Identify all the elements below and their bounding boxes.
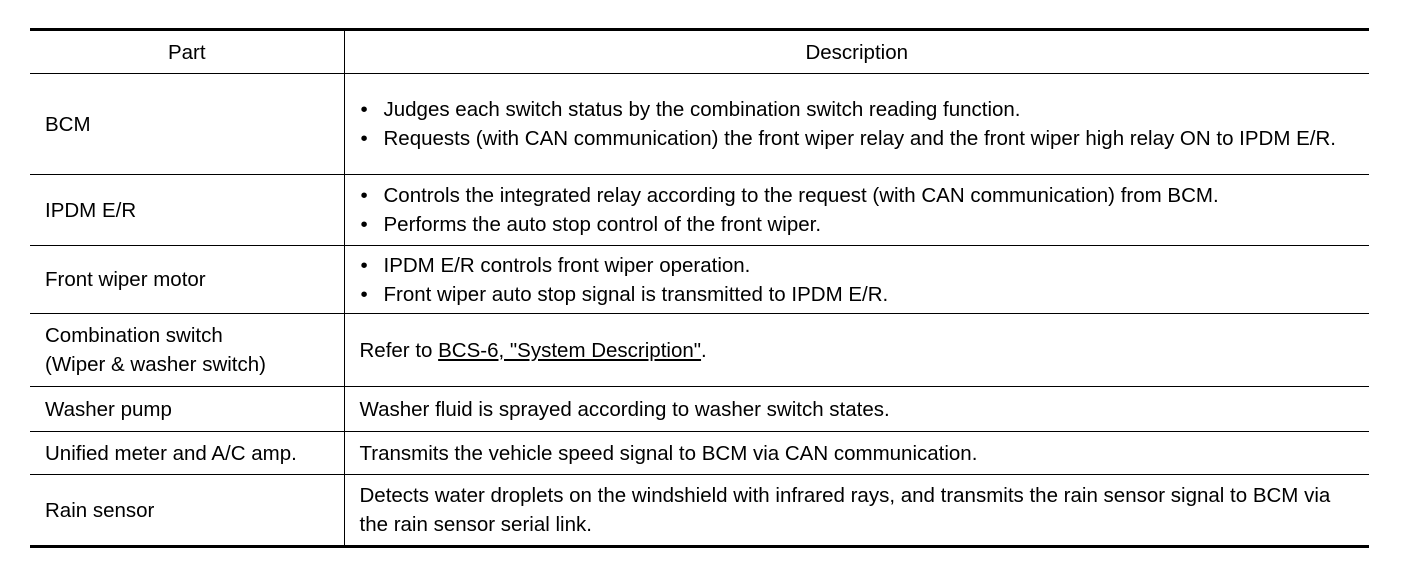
- part-cell: IPDM E/R: [30, 175, 344, 246]
- description-cell: [344, 74, 1369, 175]
- system-description-reference-link[interactable]: BCS-6, "System Description": [438, 338, 702, 362]
- description-cell: Washer fluid is sprayed according to washer switch states.: [344, 387, 1369, 432]
- parts-description-table-container: [30, 28, 1369, 548]
- part-column-header: Part: [30, 30, 344, 74]
- description-cell: Transmits the vehicle speed signal to BCM via CAN communication.: [344, 432, 1369, 475]
- description-cell: [344, 175, 1369, 246]
- part-cell: Washer pump: [30, 387, 344, 432]
- table-row-washer-pump: [30, 387, 1369, 432]
- description-column-header: Description: [344, 30, 1369, 74]
- bullet-list: [360, 95, 1358, 153]
- reference-suffix-text: .: [701, 338, 707, 362]
- table-row-front-wiper-motor: [30, 246, 1369, 314]
- bullet-item: • Judges each switch status by the combination switch reading function.: [360, 95, 1358, 124]
- parts-description-table: [30, 28, 1369, 548]
- table-row-ipdm-er: [30, 175, 1369, 246]
- reference-prefix-text: Refer to: [359, 338, 439, 362]
- bullet-item: • Front wiper auto stop signal is transmitted to IPDM E/R.: [360, 280, 1358, 309]
- table-row-unified-meter: [30, 432, 1369, 475]
- description-cell: [344, 314, 1369, 387]
- part-cell: Rain sensor: [30, 475, 344, 547]
- part-name-line: (Wiper & washer switch): [45, 353, 266, 376]
- description-cell: [344, 246, 1369, 314]
- bullet-list: [360, 181, 1358, 239]
- table-row-combination-switch: [30, 314, 1369, 387]
- part-cell: [30, 314, 344, 387]
- part-name-line: Combination switch: [45, 324, 223, 347]
- bullet-item: • IPDM E/R controls front wiper operation.: [360, 251, 1358, 280]
- table-row-bcm: [30, 74, 1369, 175]
- table-header-row: [30, 30, 1369, 74]
- bullet-list: [360, 251, 1358, 309]
- bullet-item: • Performs the auto stop control of the front wiper.: [360, 210, 1358, 239]
- part-cell: Front wiper motor: [30, 246, 344, 314]
- description-cell: Detects water droplets on the windshield with infrared rays, and transmits the rain sensor signal to BCM via the rain sensor serial link.: [344, 475, 1369, 547]
- table-row-rain-sensor: [30, 475, 1369, 547]
- bullet-item: • Requests (with CAN communication) the front wiper relay and the front wiper high relay ON to IPDM E/R.: [360, 124, 1358, 153]
- part-cell: Unified meter and A/C amp.: [30, 432, 344, 475]
- bullet-item: • Controls the integrated relay according to the request (with CAN communication) from BCM.: [360, 181, 1358, 210]
- part-cell: BCM: [30, 74, 344, 175]
